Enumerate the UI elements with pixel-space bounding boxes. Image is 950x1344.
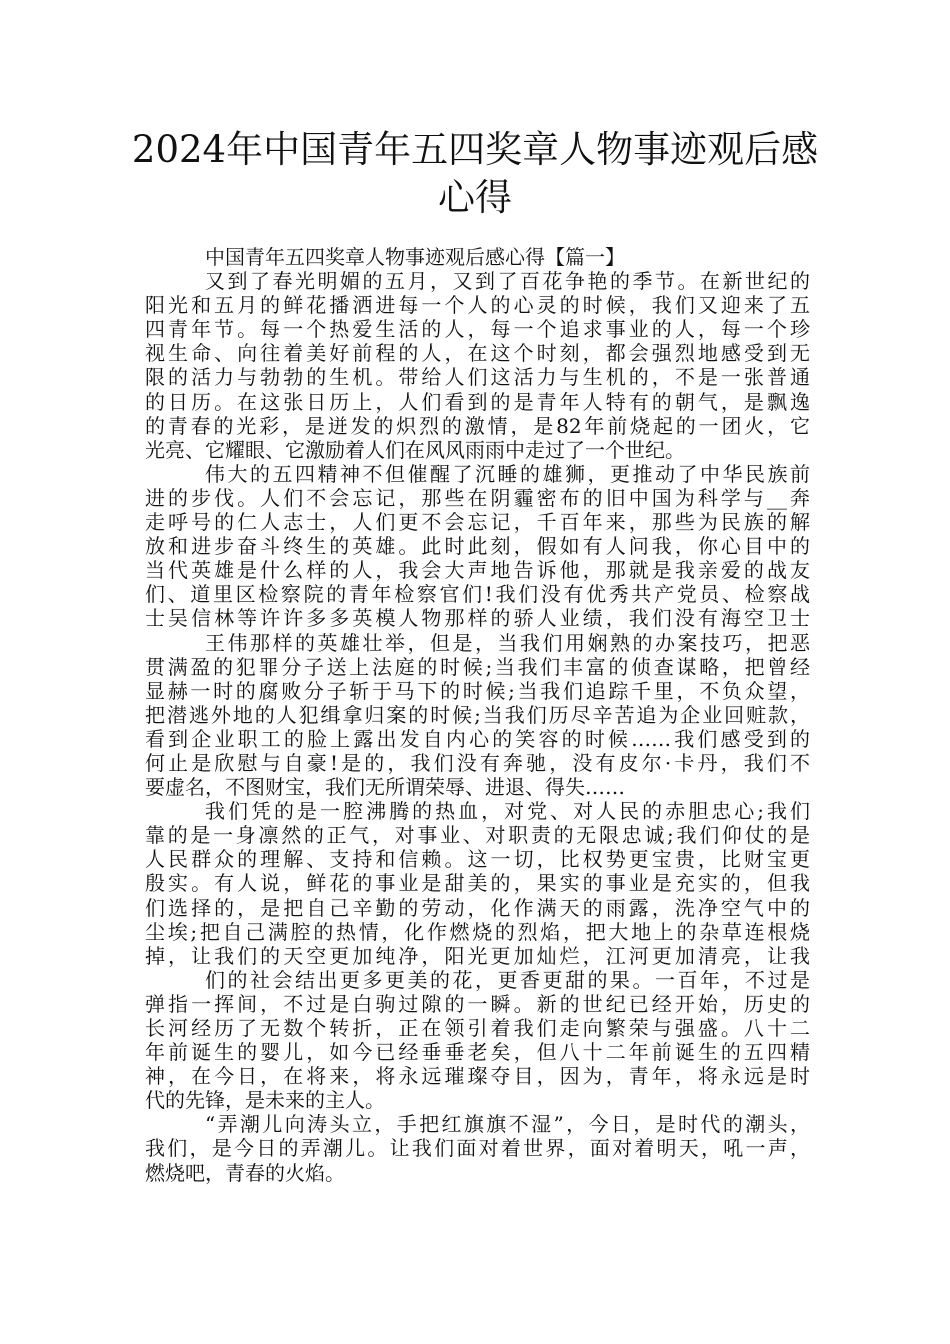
text-line: 的日历。在这张日历上，人们看到的是青年人特有的朝气，是飘逸: [145, 389, 810, 414]
text-line: 们、道里区检察院的青年检察官们!我们没有优秀共产党员、检察战: [145, 582, 810, 607]
text-line: 伟大的五四精神不但催醒了沉睡的雄狮，更推动了中华民族前: [205, 461, 810, 486]
text-line: 们选择的，是把自己辛勤的劳动，化作满天的雨露，洗净空气中的: [145, 895, 810, 920]
text-line: 人民群众的理解、支持和信赖。这一切，比权势更宝贵，比财宝更: [145, 847, 810, 872]
text-line: 燃烧吧，青春的火焰。: [145, 1160, 345, 1185]
text-line: 把潜逃外地的人犯缉拿归案的时候;当我们历尽辛苦追为企业回赃款，: [145, 702, 810, 727]
text-line: 神，在今日，在将来，将永远璀璨夺目，因为，青年，将永远是时: [145, 1064, 810, 1089]
text-line: 视生命、向往着美好前程的人，在这个时刻，都会强烈地感受到无: [145, 341, 810, 366]
text-line: 进的步伐。人们不会忘记，那些在阴霾密布的旧中国为科学与__奔: [145, 485, 810, 510]
text-line: 贯满盈的犯罪分子送上法庭的时候;当我们丰富的侦查谋略，把曾经: [145, 654, 810, 679]
text-line: 年前诞生的婴儿，如今已经垂垂老矣，但八十二年前诞生的五四精: [145, 1040, 810, 1065]
text-line: 我们凭的是一腔沸腾的热血，对党、对人民的赤胆忠心;我们: [205, 799, 810, 824]
text-line: 士吴信林等许许多多英模人物那样的骄人业绩，我们没有海空卫士: [145, 606, 810, 631]
text-line: 限的活力与勃勃的生机。带给人们这活力与生机的，不是一张普通: [145, 365, 810, 390]
text-line: 光亮、它耀眼、它激励着人们在风风雨雨中走过了一个世纪。: [145, 437, 685, 462]
text-line: 走呼号的仁人志士，人们更不会忘记，千百年来，那些为民族的解: [145, 510, 810, 535]
text-line: 尘埃;把自己满腔的热情，化作燃烧的烈焰，把大地上的杂草连根烧: [145, 919, 810, 944]
text-line: 掉，让我们的天空更加纯净，阳光更加灿烂，江河更加清亮，让我: [145, 943, 810, 968]
text-line: 代的先锋，是未来的主人。: [145, 1088, 385, 1113]
text-line: 又到了春光明媚的五月，又到了百花争艳的季节。在新世纪的: [205, 269, 810, 294]
text-line: 阳光和五月的鲜花播洒进每一个人的心灵的时候，我们又迎来了五: [145, 293, 810, 318]
text-line: 长河经历了无数个转折，正在领引着我们走向繁荣与强盛。八十二: [145, 1016, 810, 1040]
title-line: 2024年中国青年五四奖章人物事迹观后感: [131, 128, 819, 171]
section-heading: 中国青年五四奖章人物事迹观后感心得【篇一】: [205, 245, 625, 269]
text-line: 靠的是一身凛然的正气，对事业、对职责的无限忠诚;我们仰仗的是: [145, 823, 810, 848]
text-line: 的青春的光彩，是迸发的炽烈的激情，是82年前烧起的一团火，它: [145, 413, 810, 438]
text-line: 们的社会结出更多更美的花，更香更甜的果。一百年，不过是: [205, 967, 810, 992]
text-line: 放和进步奋斗终生的英雄。此时此刻，假如有人问我，你心目中的: [145, 534, 810, 559]
text-line: 弹指一挥间，不过是白驹过隙的一瞬。新的世纪已经开始，历史的: [145, 991, 810, 1016]
text-line: 看到企业职工的脸上露出发自内心的笑容的时候……我们感受到的: [145, 726, 810, 751]
text-line: 四青年节。每一个热爱生活的人，每一个追求事业的人，每一个珍: [145, 317, 810, 342]
text-line: 要虚名，不图财宝，我们无所谓荣辱、进退、得失……: [145, 775, 625, 800]
text-line: “弄潮儿向涛头立，手把红旗旗不湿”，今日，是时代的潮头，: [205, 1112, 810, 1137]
text-line: 王伟那样的英雄壮举，但是，当我们用娴熟的办案技巧，把恶: [205, 630, 810, 655]
text-line: 当代英雄是什么样的人，我会大声地告诉他，那就是我亲爱的战友: [145, 558, 810, 583]
text-line: 何止是欣慰与自豪!是的，我们没有奔驰，没有皮尔·卡丹，我们不: [145, 750, 810, 775]
text-line: 我们，是今日的弄潮儿。让我们面对着世界，面对着明天，吼一声，: [145, 1136, 810, 1161]
document-body: [145, 245, 810, 1185]
text-line: 殷实。有人说，鲜花的事业是甜美的，果实的事业是充实的，但我: [145, 871, 810, 896]
text-line: 显赫一时的腐败分子斩于马下的时候;当我们追踪千里，不负众望，: [145, 678, 810, 703]
document-title: [100, 126, 850, 222]
title-line: 心得: [438, 176, 512, 219]
